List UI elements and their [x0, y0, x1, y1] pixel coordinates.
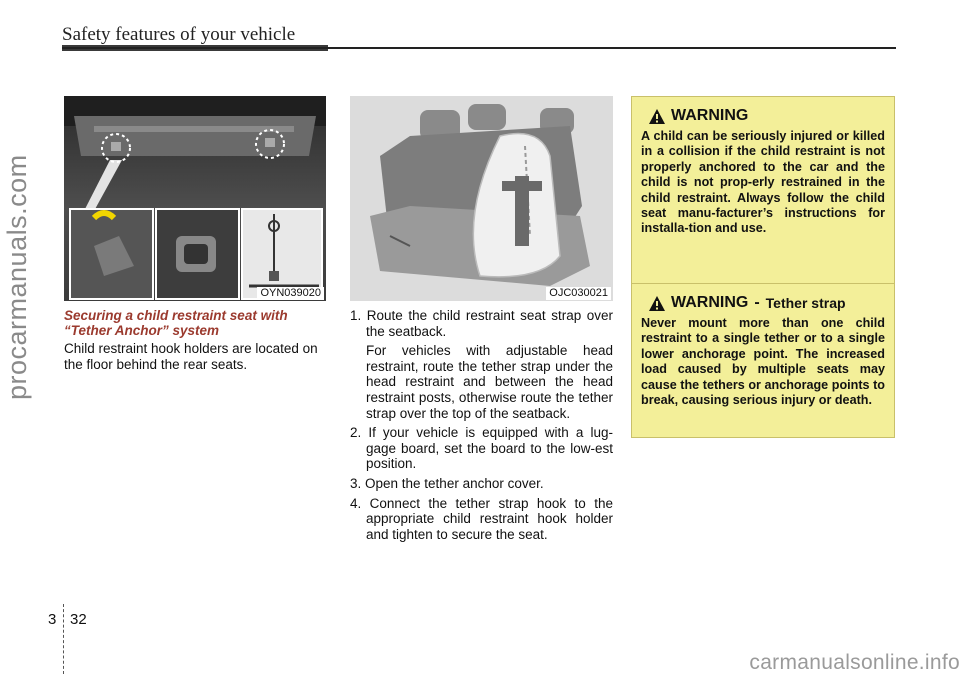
warning-header	[649, 107, 885, 125]
chapter-number: 3	[48, 611, 57, 628]
warning-box-tether	[631, 283, 895, 438]
list-item: 2. If your vehicle is equipped with a lug-gage board, set the board to the low-est position.	[350, 425, 613, 472]
list-item	[350, 308, 613, 421]
step-subtext: For vehicles with adjustable head restraint, route the tether strap under the head restraint and between the head restraint posts, otherwise route the tether strap over the top of the seatback.	[366, 343, 613, 421]
warning-text: Never mount more than one child restraint to a single tether or to a single lower anchorage point. The increased load caused by multiple seats may cause the tethers or anchorage points to break, causing serious injury or death.	[641, 316, 885, 408]
section-caption: Securing a child restraint seat with “Tether Anchor” system	[64, 308, 288, 338]
figure-cargo-hook-holders	[64, 96, 326, 301]
side-watermark: procarmanuals.com	[2, 154, 32, 400]
warning-text: A child can be seriously injured or killed in a collision if the child restraint is not properly anchored to the car and the child is not prop-erly restrained in the child restraint. Always follow the child seat manu-facturer’s instructions for installa-tion and use.	[641, 129, 885, 236]
seat-illustration	[350, 96, 613, 301]
footer-watermark: carmanualsonline.info	[749, 651, 960, 674]
figure-child-seat	[350, 96, 613, 301]
page-number: 32	[70, 611, 87, 628]
page-header-title: Safety features of your vehicle	[62, 24, 296, 45]
warning-title: WARNING	[671, 294, 749, 311]
warning-header	[649, 294, 885, 312]
warning-triangle-icon	[649, 109, 665, 124]
figure-code: OYN039020	[257, 287, 324, 300]
list-item: 4. Connect the tether strap hook to the appropriate child restraint hook holder and tighten to secure the seat.	[350, 495, 613, 542]
warning-box	[631, 96, 895, 286]
cargo-illustration	[64, 96, 326, 301]
warning-dash: -	[754, 294, 760, 311]
page-number-divider	[63, 604, 65, 674]
warning-triangle-icon	[649, 296, 665, 311]
list-item: 3. Open the tether anchor cover.	[350, 475, 544, 491]
warning-title: WARNING	[671, 107, 749, 124]
warning-subtitle: Tether strap	[765, 295, 846, 311]
body-text: Child restraint hook holders are located on the floor behind the rear seats.	[64, 341, 318, 372]
steps-list	[350, 308, 613, 546]
step-text: 1. Route the child restraint seat strap over the seatback.	[350, 308, 613, 339]
figure-code: OJC030021	[546, 287, 611, 300]
header-rule	[62, 47, 896, 49]
